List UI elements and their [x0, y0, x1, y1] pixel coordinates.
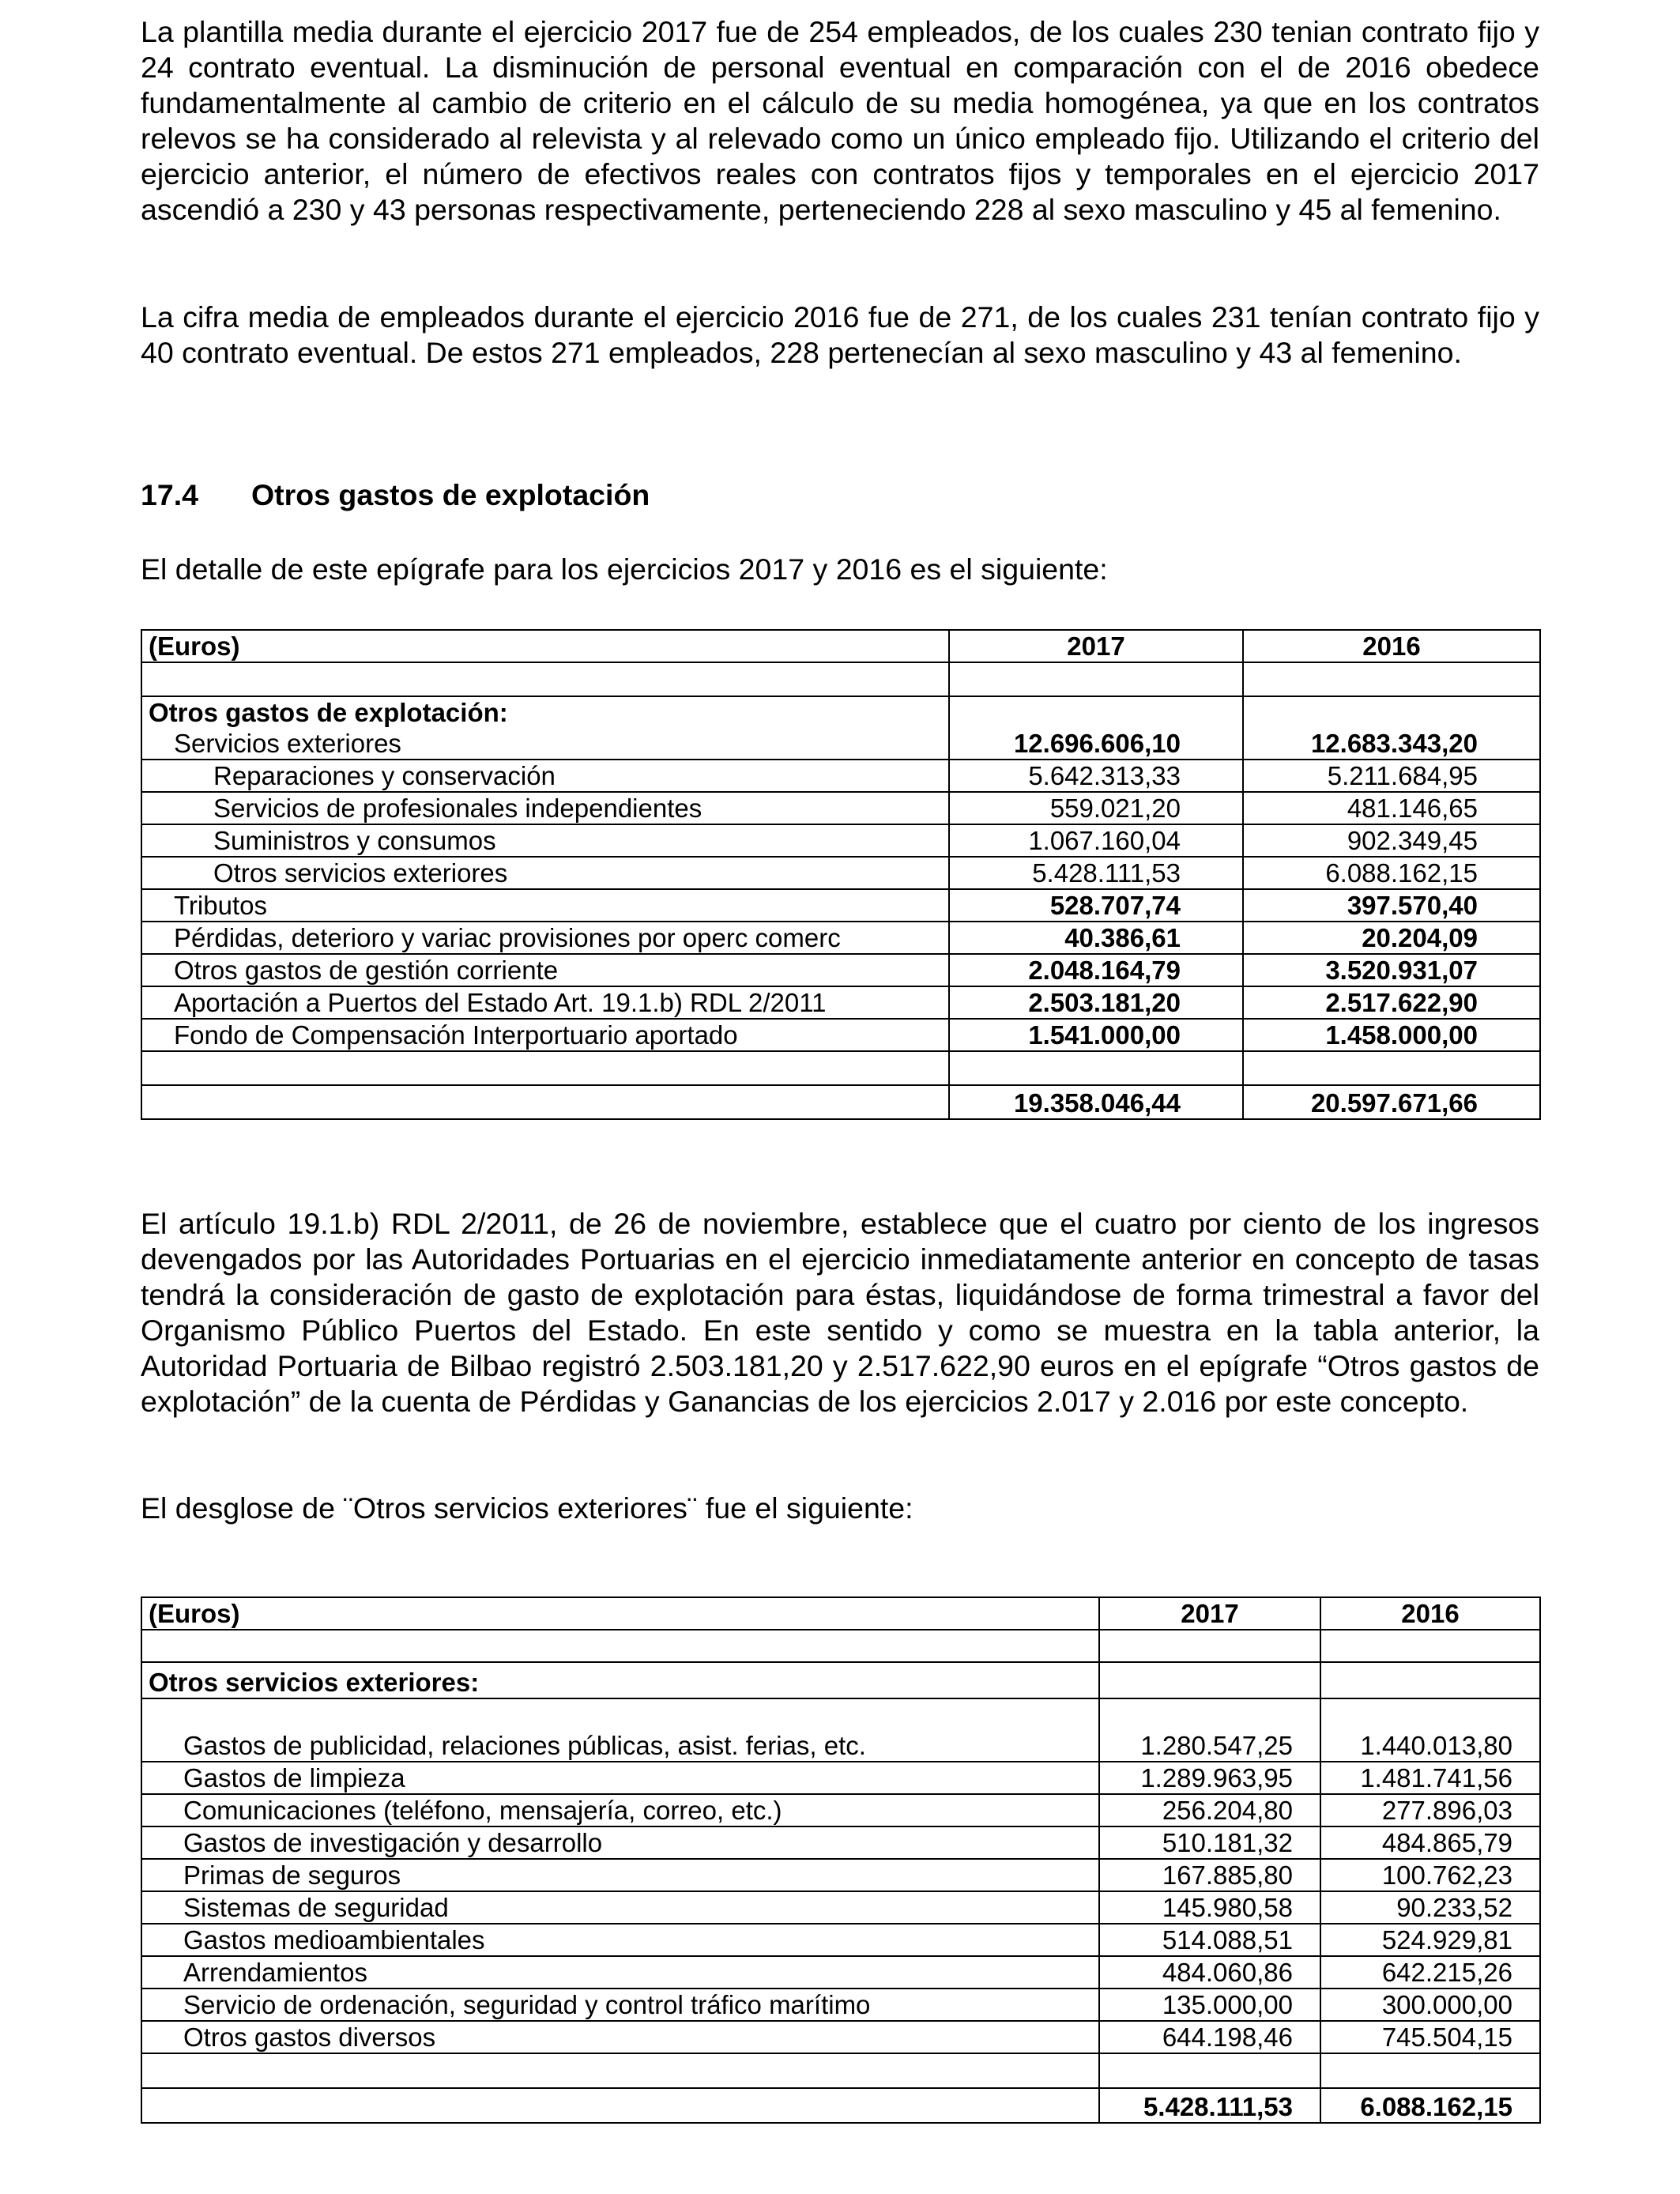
table-cell: 902.349,45 [1243, 824, 1540, 857]
table-row [141, 760, 1540, 792]
table-row [141, 1762, 1540, 1794]
table-cell: Gastos de publicidad, relaciones públicas, asist. ferias, etc. [141, 1730, 1099, 1762]
table-cell: 397.570,40 [1243, 889, 1540, 922]
table-cell [1320, 2053, 1540, 2088]
table-empty-row [141, 662, 1540, 696]
total-2017: 5.428.111,53 [1099, 2088, 1320, 2123]
table-cell [949, 696, 1243, 728]
table-cell: 2.503.181,20 [949, 986, 1243, 1019]
table-cell: 510.181,32 [1099, 1826, 1320, 1859]
table-cell: Otros gastos diversos [141, 2021, 1099, 2053]
table-cell [1243, 696, 1540, 728]
total-2016: 6.088.162,15 [1320, 2088, 1540, 2123]
table-cell: Tributos [141, 889, 949, 922]
table-row [141, 1826, 1540, 1859]
table-cell: Gastos medioambientales [141, 1924, 1099, 1956]
group-title: Otros gastos de explotación: [141, 696, 949, 728]
table-cell [1099, 1630, 1320, 1662]
table-otros-servicios-exteriores [141, 1596, 1541, 2124]
total-2017: 19.358.046,44 [949, 1085, 1243, 1119]
table-cell [1099, 1662, 1320, 1698]
table-cell: Gastos de limpieza [141, 1762, 1099, 1794]
table-cell: Otros servicios exteriores [141, 857, 949, 889]
group-title: Otros servicios exteriores: [141, 1662, 1099, 1698]
table-header-row [141, 630, 1540, 662]
table-row [141, 954, 1540, 986]
table-row [141, 1730, 1540, 1762]
table-cell [1320, 1698, 1540, 1730]
paragraph-staff-2017: La plantilla media durante el ejercicio 2017 fue de 254 empleados, de los cuales 230 tenian contrato fijo y 24 contrato eventual. La disminución de personal eventual en comparación con el de 2016 obedece fundamentalmente al cambio de criterio en el cálculo de su media homogénea, ya que en los contratos relevos se ha considerado al relevista y al relevado como un único empleado fijo. Utilizando el criterio del ejercicio anterior, el número de efectivos reales con contratos fijos y temporales en el ejercicio 2017 ascendió a 230 y 43 personas respectivamente, perteneciendo 228 al sexo masculino y 45 al femenino. [141, 15, 1539, 226]
table-cell [141, 2053, 1099, 2088]
table-cell: 514.088,51 [1099, 1924, 1320, 1956]
table-cell: 1.440.013,80 [1320, 1730, 1540, 1762]
table-cell: 2.517.622,90 [1243, 986, 1540, 1019]
table-cell: Aportación a Puertos del Estado Art. 19.1.b) RDL 2/2011 [141, 986, 949, 1019]
table-row [141, 1891, 1540, 1924]
table-cell: Otros gastos de gestión corriente [141, 954, 949, 986]
table-empty-row [141, 2053, 1540, 2088]
table-row [141, 857, 1540, 889]
table-cell: 256.204,80 [1099, 1794, 1320, 1826]
table-cell: 1.289.963,95 [1099, 1762, 1320, 1794]
header-unit: (Euros) [141, 630, 949, 662]
table-cell: 481.146,65 [1243, 792, 1540, 824]
table-cell [949, 1051, 1243, 1085]
table-cell: Primas de seguros [141, 1859, 1099, 1891]
table-total-row [141, 1085, 1540, 1119]
table-cell: 100.762,23 [1320, 1859, 1540, 1891]
table-cell: 484.060,86 [1099, 1956, 1320, 1989]
header-2017: 2017 [949, 630, 1243, 662]
table-cell: 528.707,74 [949, 889, 1243, 922]
table-cell: Sistemas de seguridad [141, 1891, 1099, 1924]
table-cell: 5.428.111,53 [949, 857, 1243, 889]
table-cell: Servicio de ordenación, seguridad y control tráfico marítimo [141, 1989, 1099, 2021]
table-cell: 1.541.000,00 [949, 1019, 1243, 1051]
paragraph-table2-intro: El desglose de ¨Otros servicios exteriores¨ fue el siguiente: [141, 1491, 913, 1525]
table-group-row [141, 696, 1540, 728]
table-cell [141, 1085, 949, 1119]
table-cell: 12.683.343,20 [1243, 728, 1540, 760]
table-group-row [141, 1662, 1540, 1698]
table-cell: Servicios de profesionales independientes [141, 792, 949, 824]
table-cell: 1.481.741,56 [1320, 1762, 1540, 1794]
section-heading [141, 477, 650, 513]
table-cell: 20.204,09 [1243, 922, 1540, 954]
table-row [141, 824, 1540, 857]
table-cell [949, 662, 1243, 696]
table-cell: 5.642.313,33 [949, 760, 1243, 792]
table-cell: 40.386,61 [949, 922, 1243, 954]
table-cell: Gastos de investigación y desarrollo [141, 1826, 1099, 1859]
table-row [141, 792, 1540, 824]
table-header-row [141, 1597, 1540, 1630]
table-cell: 167.885,80 [1099, 1859, 1320, 1891]
table-row [141, 922, 1540, 954]
table-cell [1243, 662, 1540, 696]
header-2016: 2016 [1320, 1597, 1540, 1630]
table-row [141, 728, 1540, 760]
table-row [141, 1794, 1540, 1826]
table-cell [1320, 1630, 1540, 1662]
table-cell: 135.000,00 [1099, 1989, 1320, 2021]
table-row [141, 2021, 1540, 2053]
table-row [141, 889, 1540, 922]
table-cell: 484.865,79 [1320, 1826, 1540, 1859]
table-cell: 1.458.000,00 [1243, 1019, 1540, 1051]
table-row [141, 1019, 1540, 1051]
table-cell: 3.520.931,07 [1243, 954, 1540, 986]
header-2016: 2016 [1243, 630, 1540, 662]
table-cell: 644.198,46 [1099, 2021, 1320, 2053]
table-cell: 642.215,26 [1320, 1956, 1540, 1989]
paragraph-article-19: El artículo 19.1.b) RDL 2/2011, de 26 de noviembre, establece que el cuatro por ciento de los ingresos devengados por las Autoridades Portuarias en el ejercicio inmediatamente anterior en concepto de tasas tendrá la consideración de gasto de explotación para éstas, liquidándose de forma trimestral a favor del Organismo Público Puertos del Estado. En este sentido y como se muestra en la tabla anterior, la Autoridad Portuaria de Bilbao registró 2.503.181,20 y 2.517.622,90 euros en el epígrafe “Otros gastos de explotación” de la cuenta de Pérdidas y Ganancias de los ejercicios 2.017 y 2.016 por este concepto. [141, 1207, 1539, 1418]
paragraph-table1-intro: El detalle de este epígrafe para los ejercicios 2017 y 2016 es el siguiente: [141, 552, 1108, 586]
table-total-row [141, 2088, 1540, 2123]
table-spacer-row [141, 1698, 1540, 1730]
table-empty-row [141, 1630, 1540, 1662]
table-cell [141, 1630, 1099, 1662]
table-row [141, 1859, 1540, 1891]
table-cell [141, 2088, 1099, 2123]
table-cell: 524.929,81 [1320, 1924, 1540, 1956]
table-cell: 1.280.547,25 [1099, 1730, 1320, 1762]
table-cell: 559.021,20 [949, 792, 1243, 824]
table-cell: 12.696.606,10 [949, 728, 1243, 760]
paragraph-staff-2016: La cifra media de empleados durante el ejercicio 2016 fue de 271, de los cuales 231 tenían contrato fijo y 40 contrato eventual. De estos 271 empleados, 228 pertenecían al sexo masculino y 43 al femenino. [141, 300, 1539, 369]
table-cell: 6.088.162,15 [1243, 857, 1540, 889]
table-row [141, 986, 1540, 1019]
total-2016: 20.597.671,66 [1243, 1085, 1540, 1119]
table-cell [141, 1051, 949, 1085]
table-cell [141, 662, 949, 696]
section-number: 17.4 [141, 478, 198, 511]
table-cell [1320, 1662, 1540, 1698]
table-cell [1099, 2053, 1320, 2088]
table-empty-row [141, 1051, 1540, 1085]
table-cell [1099, 1698, 1320, 1730]
table-cell: Pérdidas, deterioro y variac provisiones por operc comerc [141, 922, 949, 954]
table-cell: 1.067.160,04 [949, 824, 1243, 857]
table-row [141, 1989, 1540, 2021]
table-cell [1243, 1051, 1540, 1085]
table-cell: Suministros y consumos [141, 824, 949, 857]
table-row [141, 1924, 1540, 1956]
table-cell: 5.211.684,95 [1243, 760, 1540, 792]
table-cell: Comunicaciones (teléfono, mensajería, correo, etc.) [141, 1794, 1099, 1826]
table-cell: 745.504,15 [1320, 2021, 1540, 2053]
table-cell: Arrendamientos [141, 1956, 1099, 1989]
table-cell: Reparaciones y conservación [141, 760, 949, 792]
header-unit: (Euros) [141, 1597, 1099, 1630]
table-cell: 90.233,52 [1320, 1891, 1540, 1924]
table-otros-gastos-explotacion [141, 629, 1541, 1120]
table-cell: Servicios exteriores [141, 728, 949, 760]
section-title: Otros gastos de explotación [251, 478, 650, 511]
table-cell: 277.896,03 [1320, 1794, 1540, 1826]
header-2017: 2017 [1099, 1597, 1320, 1630]
table-cell: 2.048.164,79 [949, 954, 1243, 986]
table-cell: 300.000,00 [1320, 1989, 1540, 2021]
table-cell: Fondo de Compensación Interportuario aportado [141, 1019, 949, 1051]
table-cell: 145.980,58 [1099, 1891, 1320, 1924]
table-row [141, 1956, 1540, 1989]
table-cell [141, 1698, 1099, 1730]
